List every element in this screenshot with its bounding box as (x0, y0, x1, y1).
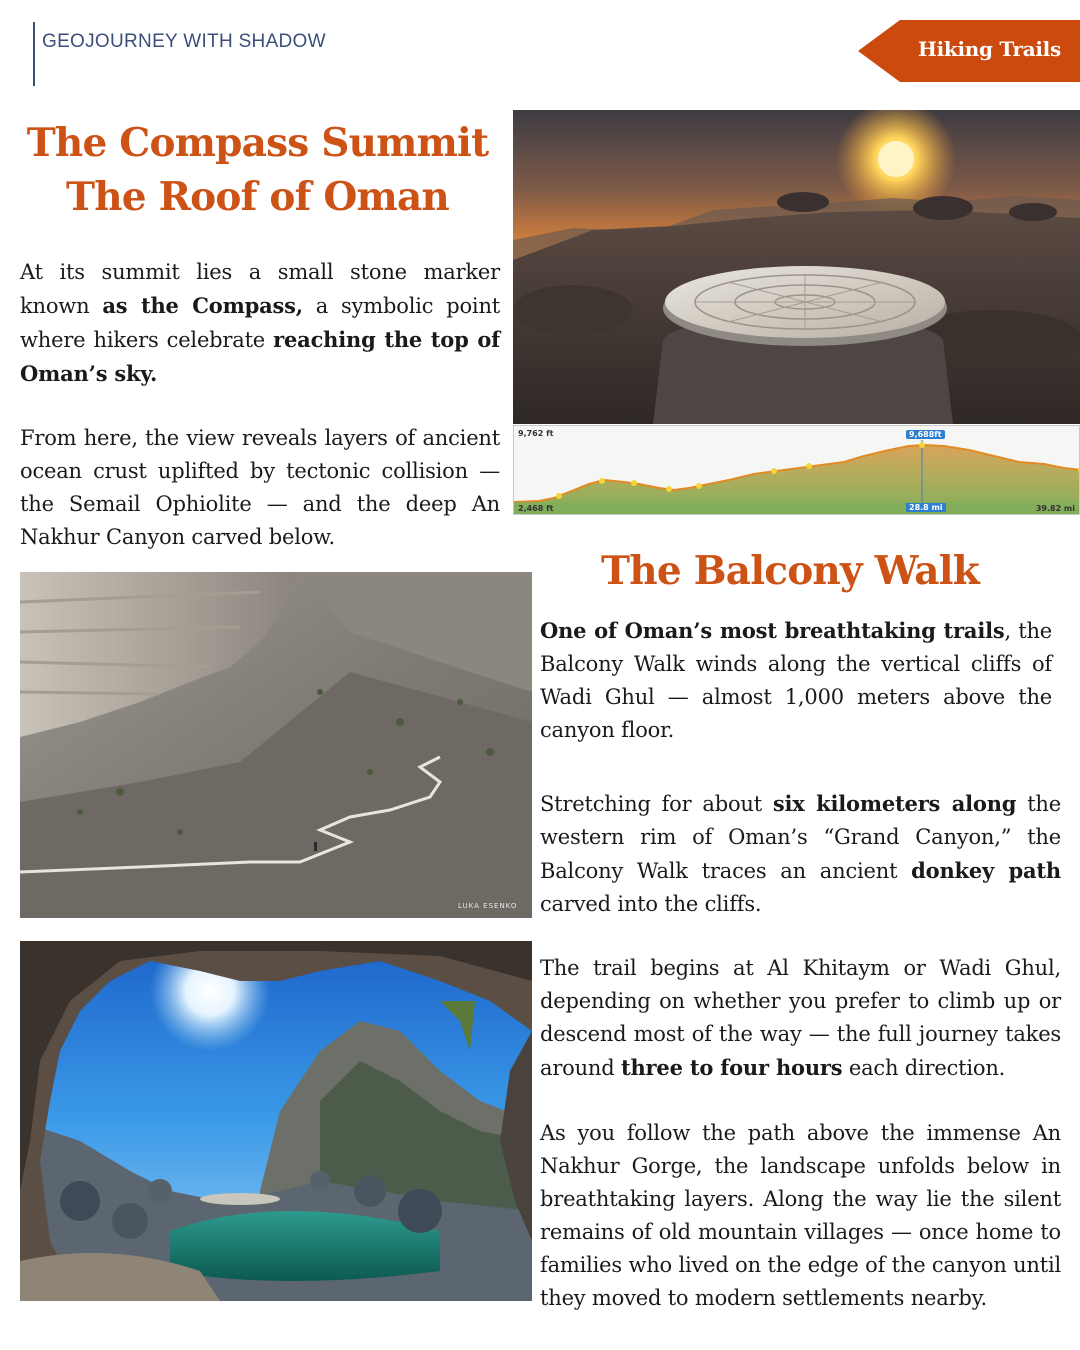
elevation-peak-label: 9,688ft (906, 430, 945, 439)
compass-title-line1: The Compass Summit (26, 120, 489, 166)
text-run: Stretching for about (540, 792, 773, 816)
elevation-min-label: 2,468 ft (518, 504, 554, 513)
elevation-total-distance: 39.82 mi (1035, 504, 1075, 513)
balcony-paragraph-1 (540, 614, 1052, 747)
elevation-max-label: 9,762 ft (518, 429, 554, 438)
compass-title-line2: The Roof of Oman (66, 174, 449, 220)
compass-title (20, 116, 495, 224)
text-run: From here, the view reveals layers of ancient ocean crust uplifted by tectonic collision — the Semail Ophiolite — and the deep An Nakhur Canyon carved below. (20, 426, 500, 549)
bold-text-run: One of Oman’s most breathtaking trails (540, 618, 1005, 643)
balcony-paragraph-2 (540, 787, 1061, 921)
balcony-paragraph-3 (540, 952, 1061, 1085)
photo-watermark: LUKA ESENKO (458, 902, 518, 910)
elevation-peak-distance: 28.8 mi (906, 503, 946, 512)
bold-text-run: as the Compass, (102, 293, 303, 318)
bold-text-run: three to four hours (620, 1055, 843, 1080)
bold-text-run: reaching the top of Oman’s sky. (20, 327, 500, 386)
text-run: each direction. (842, 1056, 1006, 1080)
brand-name: GEOJOURNEY WITH SHADOW (42, 31, 326, 52)
balcony-walk-trail-photo (20, 572, 532, 918)
balcony-paragraph-4 (540, 1117, 1061, 1315)
text-run: , the Balcony Walk winds along the vertical cliffs of Wadi Ghul — almost 1,000 meters above the canyon floor. (540, 619, 1052, 742)
brand-divider (33, 22, 35, 86)
section-tag-label: Hiking Trails (918, 37, 1061, 61)
text-run: a symbolic point where hikers celebrate (20, 294, 501, 352)
cave-pool-photo (20, 941, 532, 1301)
text-run: carved into the cliffs. (540, 892, 762, 916)
elevation-profile-chart (513, 425, 1080, 515)
balcony-title: The Balcony Walk (601, 548, 979, 594)
compass-paragraph-2 (20, 422, 500, 554)
text-run: As you follow the path above the immense An Nakhur Gorge, the landscape unfolds below in breathtaking layers. Along the way lie the silent remains of old mountain villages — once home to families who lived on the edge of the canyon until they moved to modern settlements nearby. (540, 1121, 1061, 1310)
bold-text-run: six kilometers along (772, 791, 1017, 816)
text-run: At its summit lies a small stone marker known (20, 260, 500, 318)
compass-marker-sunset-photo (513, 110, 1080, 424)
text-run: The trail begins at Al Khitaym or Wadi Ghul, depending on whether you prefer to climb up or descend most of the way — the full journey takes around (540, 956, 1061, 1080)
bold-text-run: donkey path (911, 858, 1061, 883)
text-run: the western rim of Oman’s “Grand Canyon,” the Balcony Walk traces an ancient (540, 792, 1061, 883)
section-tag (858, 20, 1080, 82)
compass-paragraph-1 (20, 256, 500, 391)
